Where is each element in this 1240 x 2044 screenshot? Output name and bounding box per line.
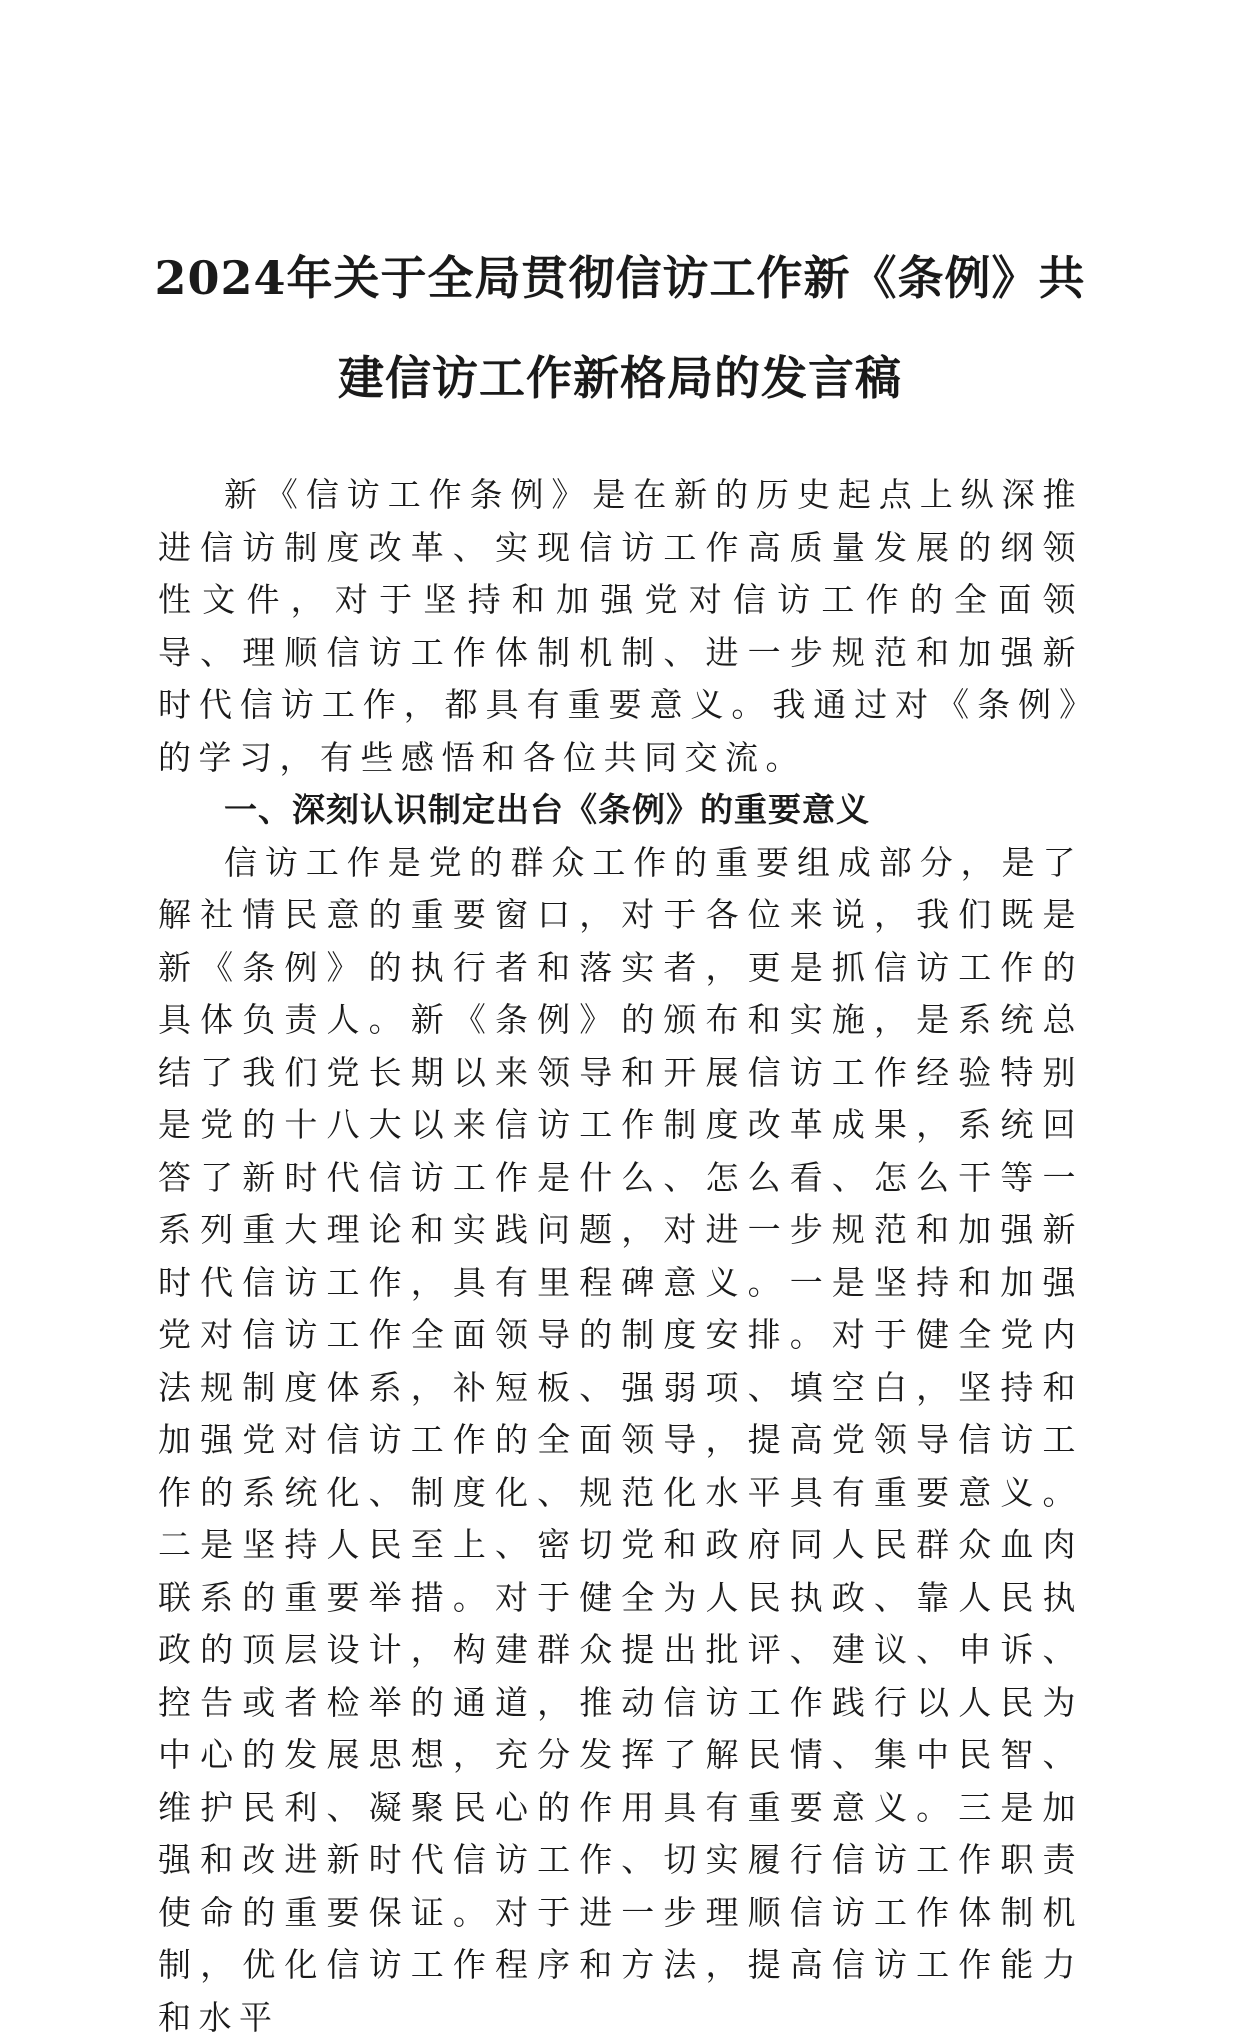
document-body	[158, 469, 1083, 2044]
title-line-1: 2024年关于全局贯彻信访工作新《条例》共	[120, 228, 1120, 328]
document-title	[120, 228, 1120, 428]
title-line-2: 建信访工作新格局的发言稿	[120, 328, 1120, 428]
body-paragraph: 信访工作是党的群众工作的重要组成部分，是了解社情民意的重要窗口，对于各位来说，我们既是新《条例》的执行者和落实者，更是抓信访工作的具体负责人。新《条例》的颁布和实施，是系统总结了我们党长期以来领导和开展信访工作经验特别是党的十八大以来信访工作制度改革成果，系统回答了新时代信访工作是什么、怎么看、怎么干等一系列重大理论和实践问题，对进一步规范和加强新时代信访工作，具有里程碑意义。一是坚持和加强党对信访工作全面领导的制度安排。对于健全党内法规制度体系，补短板、强弱项、填空白，坚持和加强党对信访工作的全面领导，提高党领导信访工作的系统化、制度化、规范化水平具有重要意义。二是坚持人民至上、密切党和政府同人民群众血肉联系的重要举措。对于健全为人民执政、靠人民执政的顶层设计，构建群众提出批评、建议、申诉、控告或者检举的通道，推动信访工作践行以人民为中心的发展思想，充分发挥了解民情、集中民智、维护民利、凝聚民心的作用具有重要意义。三是加强和改进新时代信访工作、切实履行信访工作职责使命的重要保证。对于进一步理顺信访工作体制机制，优化信访工作程序和方法，提高信访工作能力和水平	[158, 837, 1083, 2044]
section-heading: 一、深刻认识制定出台《条例》的重要意义	[158, 784, 1083, 837]
intro-paragraph: 新《信访工作条例》是在新的历史起点上纵深推进信访制度改革、实现信访工作高质量发展的纲领性文件，对于坚持和加强党对信访工作的全面领导、理顺信访工作体制机制、进一步规范和加强新时代信访工作，都具有重要意义。我通过对《条例》的学习，有些感悟和各位共同交流。	[158, 469, 1083, 784]
